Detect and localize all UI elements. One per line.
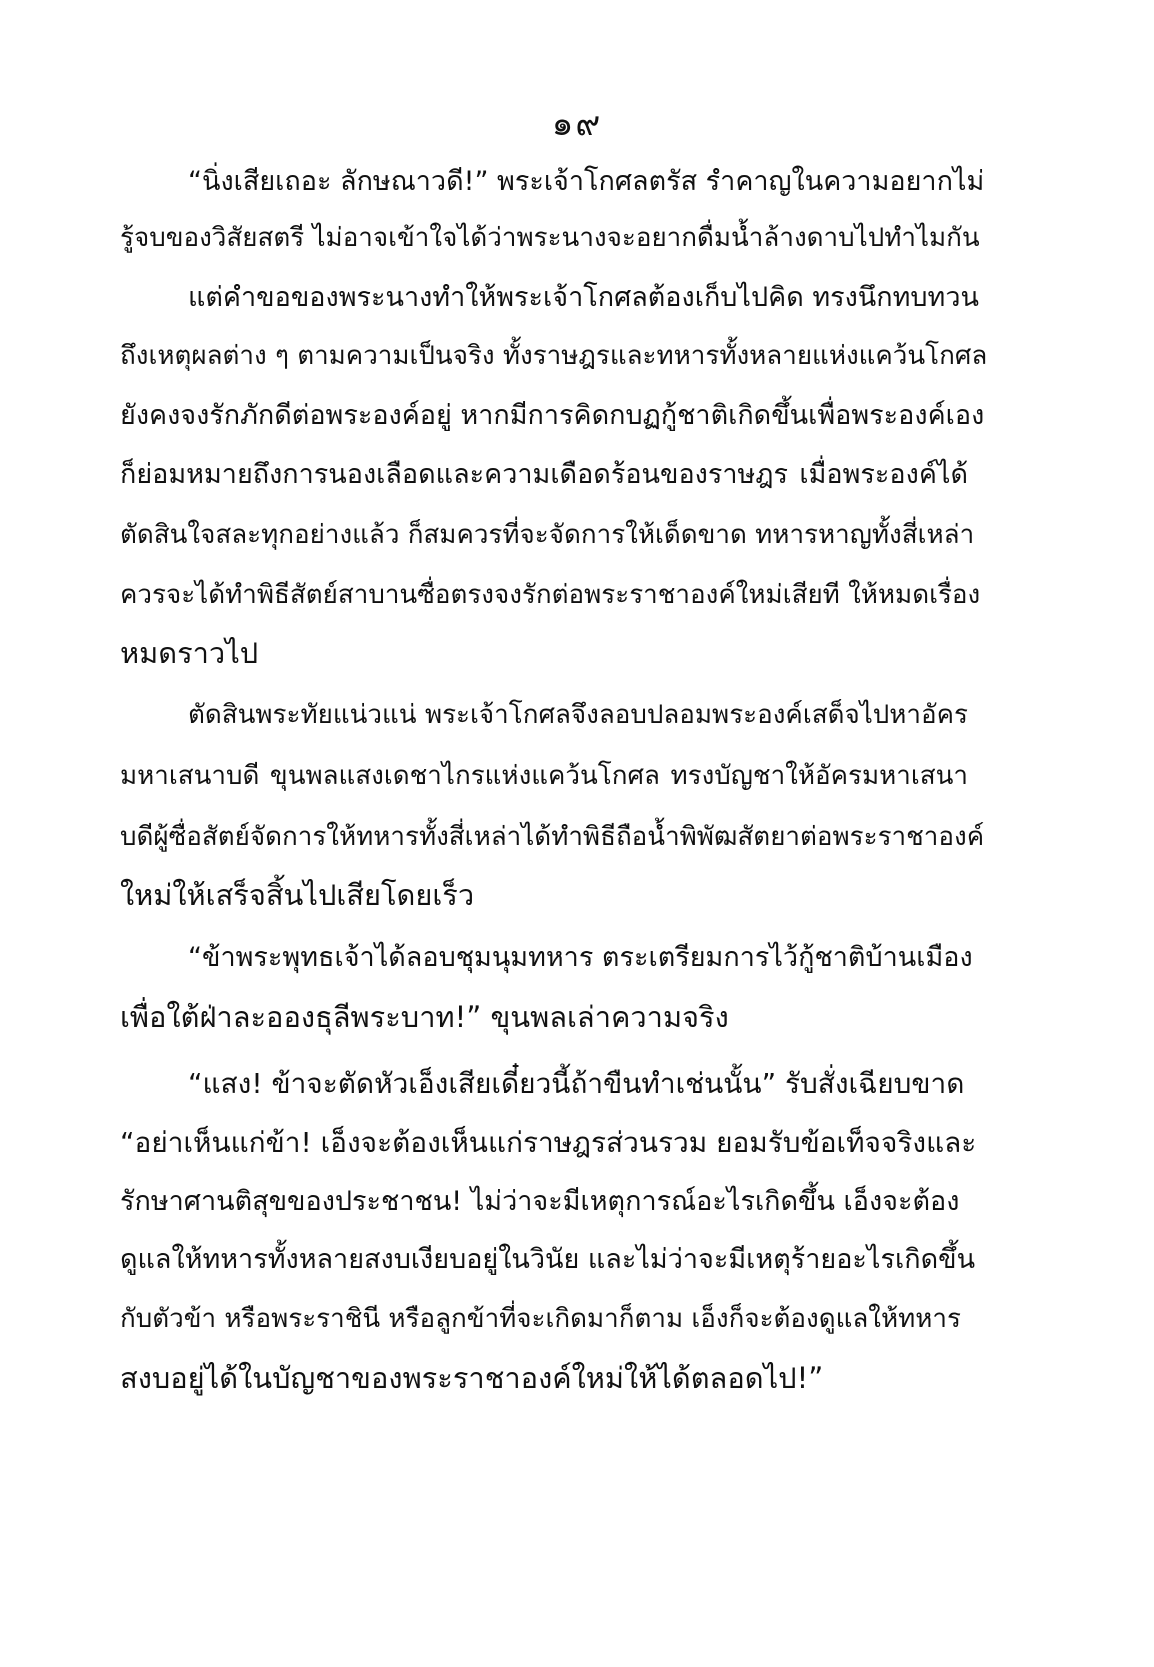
text-line: สงบอยู่ได้ในบัญชาของพระราชาองค์ใหม่ให้ได้ตลอดไป!” [120, 1361, 824, 1395]
text-line: “นิ่งเสียเถอะ ลักษณาวดี!” พระเจ้าโกศลตรัส รำคาญในความอยากไม่ [188, 166, 985, 197]
text-line: กับตัวข้า หรือพระราชินี หรือลูกข้าที่จะเกิดมาก็ตาม เอ็งก็จะต้องดูแลให้ทหาร [120, 1304, 961, 1334]
text-line: ถึงเหตุผลต่าง ๆ ตามความเป็นจริง ทั้งราษฎรและทหารทั้งหลายแห่งแคว้นโกศล [120, 341, 988, 371]
text-line: ควรจะได้ทำพิธีสัตย์สาบานซื่อตรงจงรักต่อพระราชาองค์ใหม่เสียที ให้หมดเรื่อง [120, 580, 981, 610]
text-line: ตัดสินพระทัยแน่วแน่ พระเจ้าโกศลจึงลอบปลอมพระองค์เสด็จไปหาอัคร [188, 700, 968, 730]
text-line: หมดราวไป [120, 636, 259, 670]
text-line: ใหม่ให้เสร็จสิ้นไปเสียโดยเร็ว [120, 878, 475, 912]
text-line: ก็ย่อมหมายถึงการนองเลือดและความเดือดร้อนของราษฎร เมื่อพระองค์ได้ [120, 459, 968, 490]
text-line: มหาเสนาบดี ขุนพลแสงเดชาไกรแห่งแคว้นโกศล ทรงบัญชาให้อัครมหาเสนา [120, 761, 968, 791]
text-line: ยังคงจงรักภักดีต่อพระองค์อยู่ หากมีการคิดกบฏกู้ชาติเกิดขึ้นเพื่อพระองค์เอง [120, 400, 985, 431]
text-line: เพื่อใต้ฝ่าละอองธุลีพระบาท!” ขุนพลเล่าความจริง [120, 1000, 729, 1034]
text-line: ตัดสินใจสละทุกอย่างแล้ว ก็สมควรที่จะจัดการให้เด็ดขาด ทหารหาญทั้งสี่เหล่า [120, 520, 975, 550]
text-line: “ข้าพระพุทธเจ้าได้ลอบชุมนุมทหาร ตระเตรียมการไว้กู้ชาติบ้านเมือง [188, 942, 973, 973]
text-line: รู้จบของวิสัยสตรี ไม่อาจเข้าใจได้ว่าพระนางจะอยากดื่มน้ำล้างดาบไปทำไมกัน [120, 223, 980, 253]
text-line: แต่คำขอของพระนางทำให้พระเจ้าโกศลต้องเก็บไปคิด ทรงนึกทบทวน [188, 282, 979, 313]
text-line: ดูแลให้ทหารทั้งหลายสงบเงียบอยู่ในวินัย และไม่ว่าจะมีเหตุร้ายอะไรเกิดขึ้น [120, 1244, 976, 1275]
text-line: บดีผู้ซื่อสัตย์จัดการให้ทหารทั้งสี่เหล่าได้ทำพิธีถือน้ำพิพัฒสัตยาต่อพระราชาองค์ [120, 822, 985, 852]
text-line: “แสง! ข้าจะตัดหัวเอ็งเสียเดี๋ยวนี้ถ้าขืนทำเช่นนั้น” รับสั่งเฉียบขาด [188, 1067, 965, 1100]
page-number: ๑๙ [551, 104, 603, 144]
text-line: รักษาศานติสุขของประชาชน! ไม่ว่าจะมีเหตุการณ์อะไรเกิดขึ้น เอ็งจะต้อง [120, 1186, 960, 1217]
text-line: “อย่าเห็นแก่ข้า! เอ็งจะต้องเห็นแก่ราษฎรส่วนรวม ยอมรับข้อเท็จจริงและ [120, 1126, 977, 1159]
